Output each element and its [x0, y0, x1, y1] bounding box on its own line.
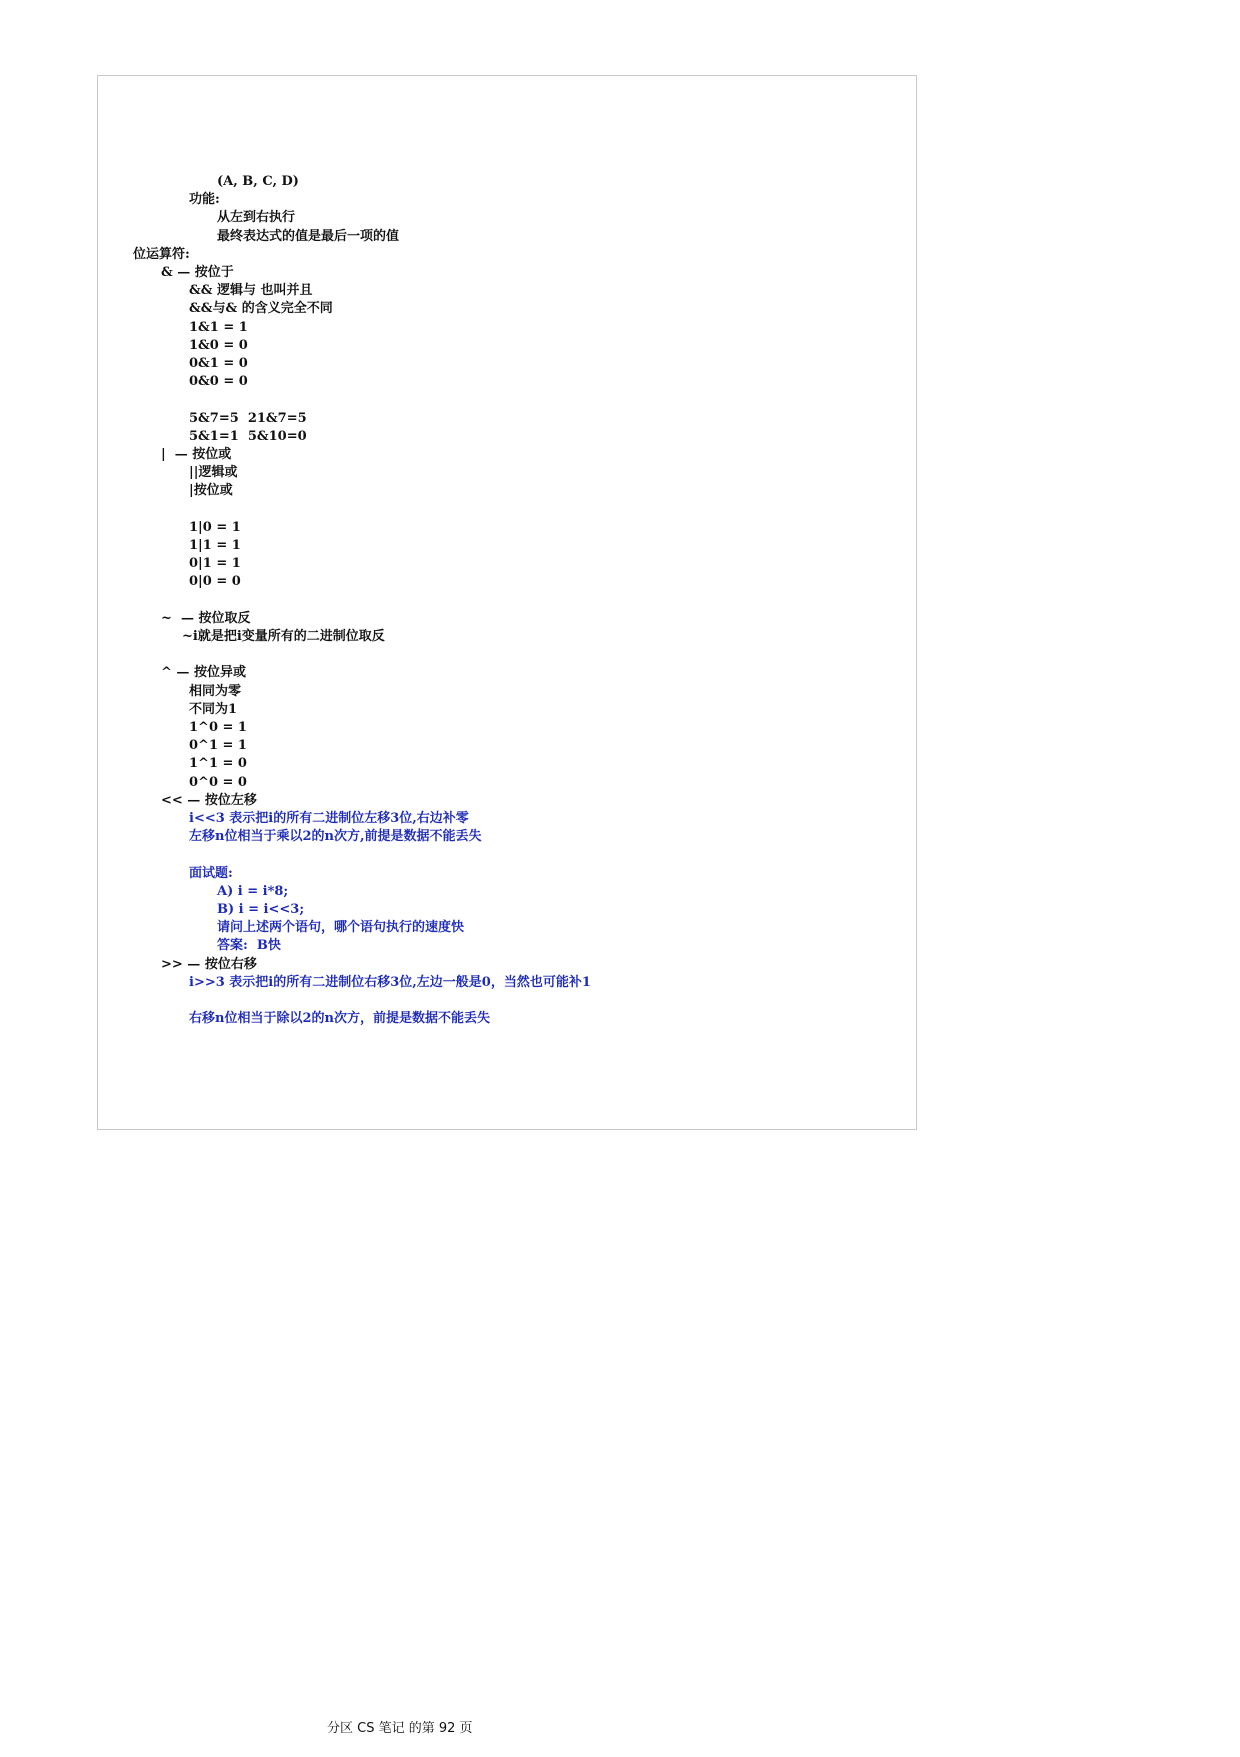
note-line: 1|0 = 1: [189, 519, 241, 535]
note-line: 1&1 = 1: [189, 319, 248, 335]
note-line: ^ — 按位异或: [161, 665, 246, 681]
note-line: i<<3 表示把i的所有二进制位左移3位,右边补零: [189, 811, 469, 826]
note-line: 0&1 = 0: [189, 356, 248, 371]
note-line: |按位或: [189, 483, 233, 499]
note-line: 请问上述两个语句，哪个语句执行的速度快: [217, 920, 465, 936]
note-line: 答案: B快: [217, 938, 281, 954]
note-line: ~ — 按位取反: [161, 610, 251, 626]
note-line: 0^1 = 1: [189, 738, 247, 754]
note-line: 1^0 = 1: [189, 720, 247, 735]
note-line: ~i就是把i变量所有的二进制位取反: [182, 629, 385, 644]
note-line: 不同为1: [189, 701, 238, 717]
note-line: 左移n位相当于乘以2的n次方,前提是数据不能丢失: [189, 829, 482, 845]
note-line: 0&0 = 0: [189, 374, 248, 390]
note-line: 0|0 = 0: [189, 574, 241, 590]
note-line: 1^1 = 0: [189, 756, 247, 772]
note-line: i>>3 表示把i的所有二进制位右移3位,左边一般是0，当然也可能补1: [189, 974, 591, 990]
note-line: >> — 按位右移: [161, 956, 257, 972]
note-line: 0^0 = 0: [189, 774, 247, 790]
note-line: B) i = i<<3;: [217, 902, 305, 917]
note-line: 5&7=5 21&7=5: [189, 410, 307, 426]
note-line: 最终表达式的值是最后一项的值: [217, 228, 400, 244]
note-line: 右移n位相当于除以2的n次方，前提是数据不能丢失: [189, 1011, 490, 1027]
note-line: 0|1 = 1: [189, 556, 241, 572]
page-footer: 分区 CS 笔记 的第 92 页: [327, 1721, 473, 1736]
note-line: << — 按位左移: [161, 792, 257, 808]
note-line: 从左到右执行: [217, 210, 296, 226]
note-line: &&与& 的含义完全不同: [189, 301, 333, 317]
note-line: 面试题:: [189, 865, 233, 881]
note-line: A) i = i*8;: [217, 883, 289, 899]
note-line: ||逻辑或: [189, 465, 238, 481]
note-line: (A, B, C, D): [217, 174, 299, 189]
note-line: 1|1 = 1: [189, 538, 241, 553]
note-line: 功能:: [189, 192, 220, 208]
note-line: 5&1=1 5&10=0: [189, 428, 307, 444]
note-line: 相同为零: [189, 683, 242, 699]
note-line: 1&0 = 0: [189, 337, 248, 353]
note-line: & — 按位于: [161, 265, 234, 280]
note-line: && 逻辑与 也叫并且: [189, 283, 313, 299]
note-line: 位运算符:: [133, 246, 190, 262]
note-line: | — 按位或: [161, 447, 232, 462]
